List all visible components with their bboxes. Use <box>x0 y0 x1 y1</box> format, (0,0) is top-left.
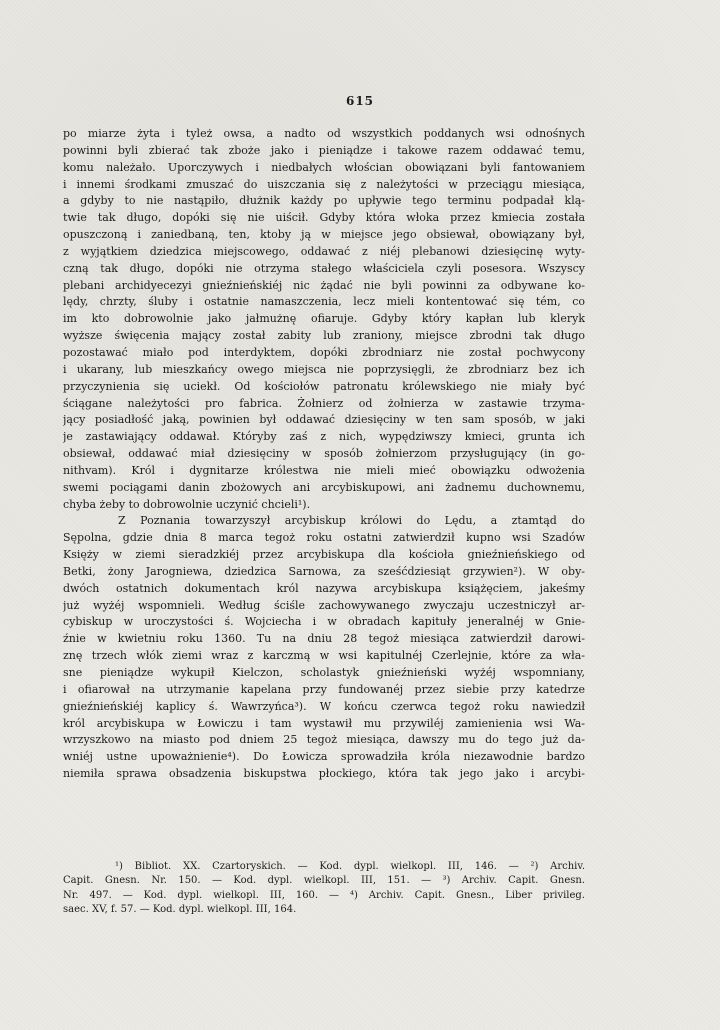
text-line: i ukarany, lub mieszkańcy owego miejsca nie poprzysięgli, że zbrodniarz bez ich <box>63 362 585 376</box>
footnote-line: ¹) Bibliot. XX. Czartoryskich. — Kod. dypl. wielkopl. III, 146. — ²) Archiv. <box>115 861 585 872</box>
text-line: i ofiarował na utrzymanie kapelana przy fundowanéj przez siebie przy katedrze <box>63 682 585 696</box>
text-line: swemi pociągami danin zbożowych ani arcybiskupowi, ani żadnemu duchownemu, <box>63 480 585 494</box>
text-line: Sępolna, gdzie dnia 8 marca tegoż roku ostatni zatwierdził kupno wsi Szadów <box>63 531 585 545</box>
footnote-line: Capit. Gnesn. Nr. 150. — Kod. dypl. wielkopl. III, 151. — ³) Archiv. Capit. Gnesn. <box>63 875 585 887</box>
text-line: lędy, chrzty, śluby i ostatnie namaszczenia, lecz mieli kontentować się tém, co <box>63 295 585 309</box>
text-line: i innemi środkami zmuszać do uiszczania się z należytości w przeciągu miesiąca, <box>63 177 585 191</box>
text-line: opuszczoną i zaniedbaną, ten, ktoby ją w miejsce jego obsiewał, obowiązany był, <box>63 228 585 242</box>
text-line: po miarze żyta i tyleż owsa, a nadto od wszystkich poddanych wsi odnośnych <box>63 127 585 140</box>
footnote-line: Nr. 497. — Kod. dypl. wielkopl. III, 160. — ⁴) Archiv. Capit. Gnesn., Liber privileg. <box>63 889 585 901</box>
text-line: komu należało. Uporczywych i niedbałych włościan obowiązani byli fantowaniem <box>63 160 585 174</box>
text-line: niemiła sprawa obsadzenia biskupstwa płockiego, która tak jego jako i arcybi- <box>63 767 585 781</box>
text-line: cybiskup w uroczystości ś. Wojciecha i w obradach kapituły jeneralnéj w Gnie- <box>63 615 585 629</box>
text-line: ściągane należytości pro fabrica. Żołnierz od żołnierza w zastawie trzyma- <box>63 396 585 410</box>
text-line: znę trzech włók ziemi wraz z karczmą w wsi kapitulnéj Czerlejnie, które za wła- <box>63 649 585 663</box>
text-line: a gdyby to nie nastąpiło, dłużnik każdy po upływie tego terminu podpadał klą- <box>63 194 585 208</box>
text-line: sne pieniądze wykupił Kielczon, scholastyk gnieźnieński wyżéj wspomniany, <box>63 666 585 679</box>
text-line: przyczynienia się uciekł. Od kościołów patronatu królewskiego nie miały być <box>63 379 585 393</box>
body-text <box>63 126 585 783</box>
text-line: nithvam). Król i dygnitarze królestwa nie mieli mieć obowiązku odwożenia <box>63 463 585 477</box>
text-line: już wyżéj wspomnieli. Według ściśle zachowywanego zwyczaju uczestniczył ar- <box>63 598 585 612</box>
text-line: wyższe święcenia mający został zabity lub zraniony, miejsce zbrodni tak długo <box>63 329 585 343</box>
text-line: plebani archidyecezyi gnieźnieńskiéj nic żądać nie byli powinni za odbywane ko- <box>63 278 585 292</box>
footnote-line: saec. XV, f. 57. — Kod. dypl. wielkopl. III, 164. <box>63 903 297 915</box>
text-line: król arcybiskupa w Łowiczu i tam wystawił mu przywiléj zamienienia wsi Wa- <box>63 716 585 730</box>
text-line: Betki, żony Jarogniewa, dziedzica Sarnowa, za sześćdziesiąt grzywien²). W oby- <box>63 564 585 578</box>
text-line: im kto dobrowolnie jako jałmużnę ofiaruje. Gdyby który kapłan lub kleryk <box>63 312 585 326</box>
text-line: dwóch ostatnich dokumentach król nazywa arcybiskupa książęciem, jakeśmy <box>63 581 585 595</box>
text-line: Księży w ziemi sieradzkiéj przez arcybiskupa dla kościoła gnieźnieńskiego od <box>63 548 585 562</box>
text-line: twie tak długo, dopóki się nie uiścił. Gdyby która włoka przez kmiecia została <box>63 211 585 225</box>
text-line: wrzyszkowo na miasto pod dniem 25 tegoż miesiąca, dawszy mu do tego już da- <box>63 733 585 747</box>
text-line: gnieźnieńskiéj kaplicy ś. Wawrzyńca³). W końcu czerwca tegoż roku nawiedził <box>63 699 585 713</box>
text-line: powinni byli zbierać tak zboże jako i pieniądze i takowe razem oddawać temu, <box>63 143 585 157</box>
text-line: jący posiadłość jaką, powinien był oddawać dziesięciny w ten sam sposób, w jaki <box>63 413 585 427</box>
text-line: obsiewał, oddawać miał dziesięciny w sposób żołnierzom przysługujący (in go- <box>63 447 585 461</box>
text-line: wniéj ustne upoważnienie⁴). Do Łowicza sprowadziła króla niezawodnie bardzo <box>63 750 585 764</box>
text-line: pozostawać miało pod interdyktem, dopóki zbrodniarz nie został pochwycony <box>63 345 585 359</box>
text-line: je zastawiający oddawał. Któryby zaś z nich, wypędziwszy kmieci, grunta ich <box>63 430 585 444</box>
page-number: 615 <box>345 94 375 108</box>
text-line: chyba żeby to dobrowolnie uczynić chcieli¹). <box>63 497 311 511</box>
text-line: źnie w kwietniu roku 1360. Tu na dniu 28 tegoż miesiąca zatwierdził darowi- <box>63 632 585 646</box>
text-line: z wyjątkiem dziedzica miejscowego, oddawać z niéj plebanowi dziesięcinę wyty- <box>63 244 585 258</box>
footnotes <box>63 860 585 917</box>
text-line: Z Poznania towarzyszył arcybiskup królowi do Lędu, a ztamtąd do <box>118 514 585 528</box>
text-line: czną tak długo, dopóki nie otrzyma stałego właściciela czyli posesora. Wszyscy <box>63 261 585 275</box>
